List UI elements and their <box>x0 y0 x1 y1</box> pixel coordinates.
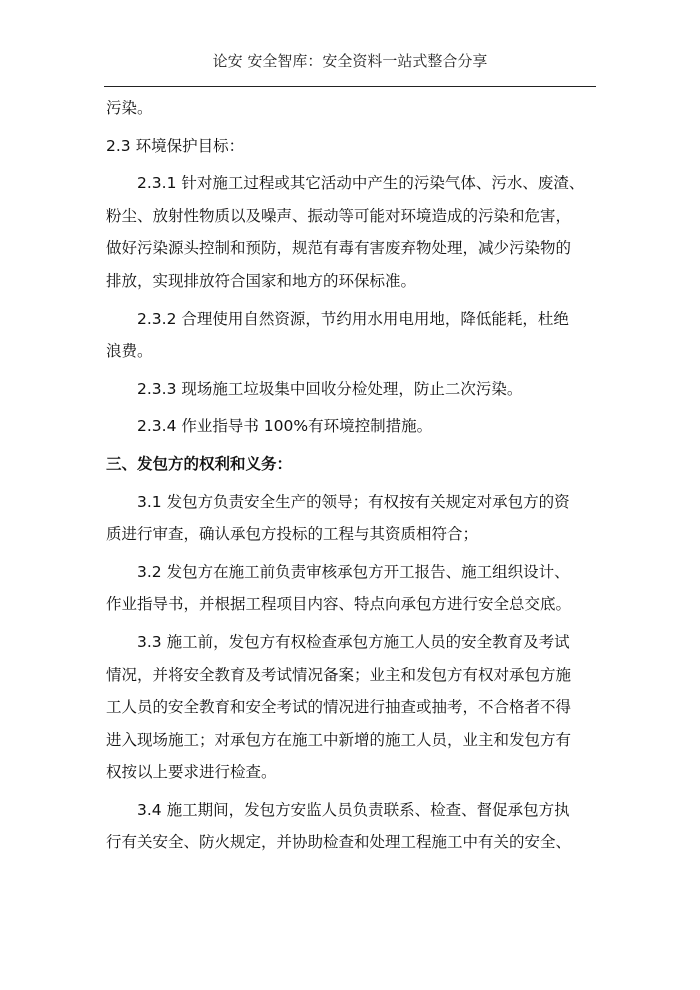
text-line: 排放，实现排放符合国家和地方的环保标准。 <box>106 271 417 290</box>
text-line: 2.3.2 合理使用自然资源，节约用水用电用地，降低能耗，杜绝 <box>137 309 569 328</box>
section-heading: 三、发包方的权利和义务： <box>106 454 293 473</box>
text-line: 浪费。 <box>106 342 153 361</box>
text-line: 行有关安全、防火规定，并协助检查和处理工程施工中有关的安全、 <box>106 833 572 852</box>
text-line: 污染。 <box>106 99 153 117</box>
text-line: 做好污染源头控制和预防，规范有毒有害废弃物处理，减少污染物的 <box>106 239 572 258</box>
text-line: 3.2 发包方在施工前负责审核承包方开工报告、施工组织设计、 <box>137 562 570 581</box>
text-line: 进入现场施工；对承包方在施工中新增的施工人员，业主和发包方有 <box>106 730 572 749</box>
text-line: 2.3.4 作业指导书 100%有环境控制措施。 <box>137 417 433 436</box>
text-line: 权按以上要求进行检查。 <box>106 763 277 782</box>
text-line: 作业指导书，并根据工程项目内容、特点向承包方进行安全总交底。 <box>106 595 572 614</box>
text-line: 2.3.1 针对施工过程或其它活动中产生的污染气体、污水、废渣、 <box>137 174 585 193</box>
text-line: 2.3 环境保护目标： <box>106 136 245 155</box>
text-line: 情况，并将安全教育及考试情况备案；业主和发包方有权对承包方施 <box>106 665 572 684</box>
text-line: 2.3.3 现场施工垃圾集中回收分检处理，防止二次污染。 <box>137 379 523 398</box>
document-body <box>106 92 596 859</box>
header-divider <box>104 86 596 87</box>
text-line: 3.4 施工期间，发包方安监人员负责联系、检查、督促承包方执 <box>137 800 570 819</box>
page-header-title: 论安 安全智库：安全资料一站式整合分享 <box>212 52 488 70</box>
text-line: 质进行审查，确认承包方投标的工程与其资质相符合； <box>106 525 479 544</box>
text-line: 工人员的安全教育和安全考试的情况进行抽查或抽考，不合格者不得 <box>106 698 572 717</box>
text-line: 3.1 发包方负责安全生产的领导；有权按有关规定对承包方的资 <box>137 492 570 511</box>
text-line: 粉尘、放射性物质以及噪声、振动等可能对环境造成的污染和危害， <box>106 206 572 225</box>
text-line: 3.3 施工前，发包方有权检查承包方施工人员的安全教育及考试 <box>137 632 570 651</box>
